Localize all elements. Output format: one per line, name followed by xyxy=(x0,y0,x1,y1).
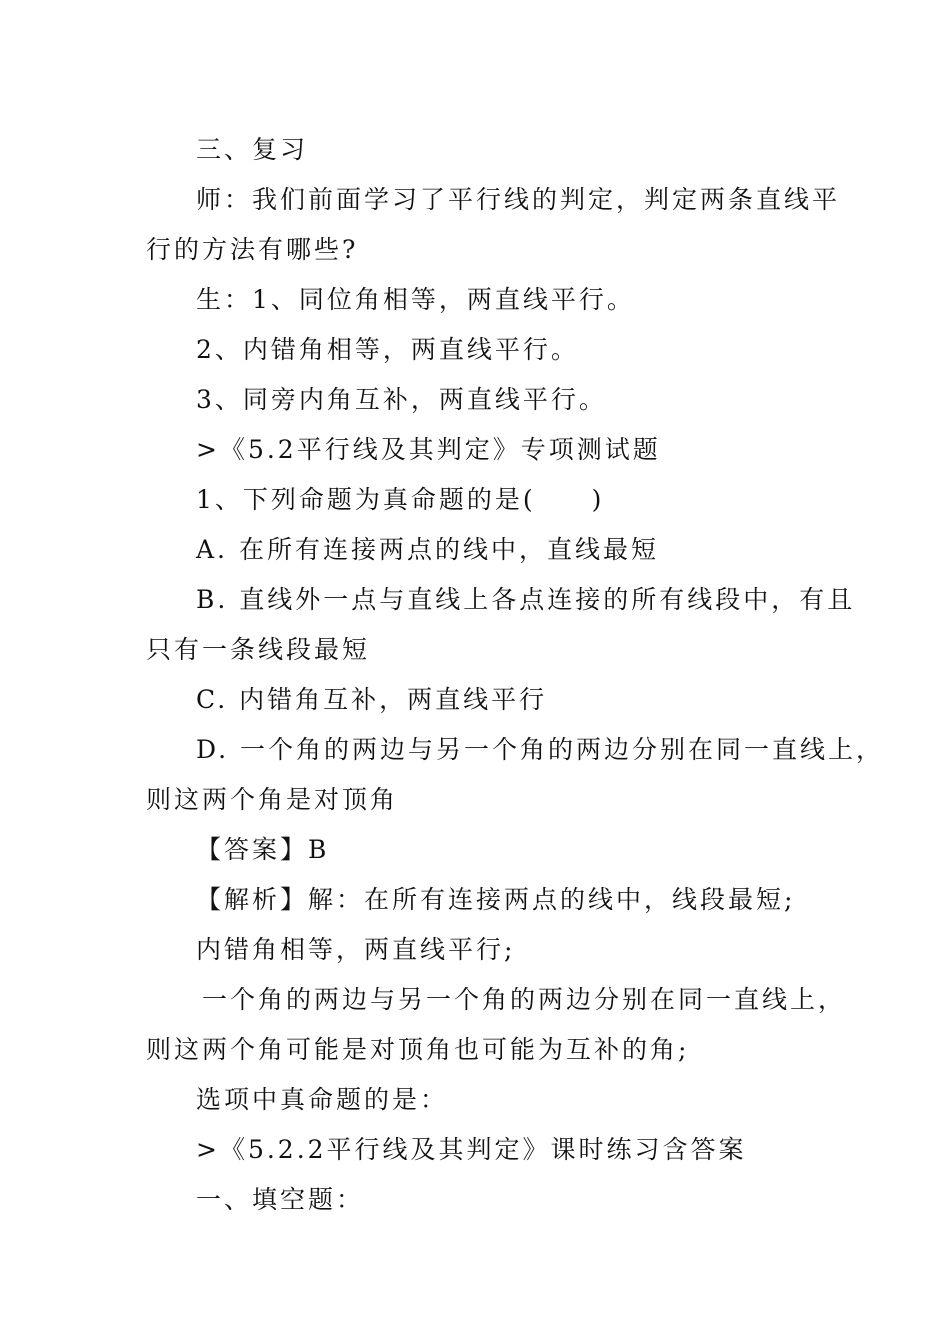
student-answer-2: 2、内错角相等，两直线平行。 xyxy=(196,335,579,364)
fill-blank-heading: 一、填空题： xyxy=(196,1185,365,1214)
student-answer-1: 生：1、同位角相等，两直线平行。 xyxy=(196,285,635,314)
analysis-line-4: 则这两个角可能是对顶角也可能为互补的角; xyxy=(146,1035,690,1064)
section-heading-review: 三、复习 xyxy=(196,135,309,164)
option-c: C. 内错角互补，两直线平行 xyxy=(196,685,548,714)
answer-line: 【答案】B xyxy=(196,835,330,864)
option-d-line-2: 则这两个角是对顶角 xyxy=(146,785,399,814)
option-b-line-2: 只有一条线段最短 xyxy=(146,635,371,664)
teacher-question-line-2: 行的方法有哪些? xyxy=(146,235,359,264)
teacher-question-line-1: 师：我们前面学习了平行线的判定，判定两条直线平 xyxy=(196,185,841,214)
question-1: 1、下列命题为真命题的是( ) xyxy=(196,485,605,514)
option-a: A. 在所有连接两点的线中，直线最短 xyxy=(196,535,659,564)
link-heading-practice: >《5.2.2平行线及其判定》课时练习含答案 xyxy=(196,1135,747,1164)
link-heading-test: >《5.2平行线及其判定》专项测试题 xyxy=(196,435,661,464)
analysis-line-2: 内错角相等，两直线平行; xyxy=(196,935,516,964)
option-b-line-1: B. 直线外一点与直线上各点连接的所有线段中，有且 xyxy=(196,585,856,614)
student-answer-3: 3、同旁内角互补，两直线平行。 xyxy=(196,385,607,414)
option-d-line-1: D. 一个角的两边与另一个角的两边分别在同一直线上， xyxy=(196,735,885,764)
analysis-line-1: 【解析】解：在所有连接两点的线中，线段最短; xyxy=(196,885,796,914)
analysis-line-5: 选项中真命题的是： xyxy=(196,1085,449,1114)
analysis-line-3: 一个角的两边与另一个角的两边分别在同一直线上， xyxy=(202,985,847,1014)
